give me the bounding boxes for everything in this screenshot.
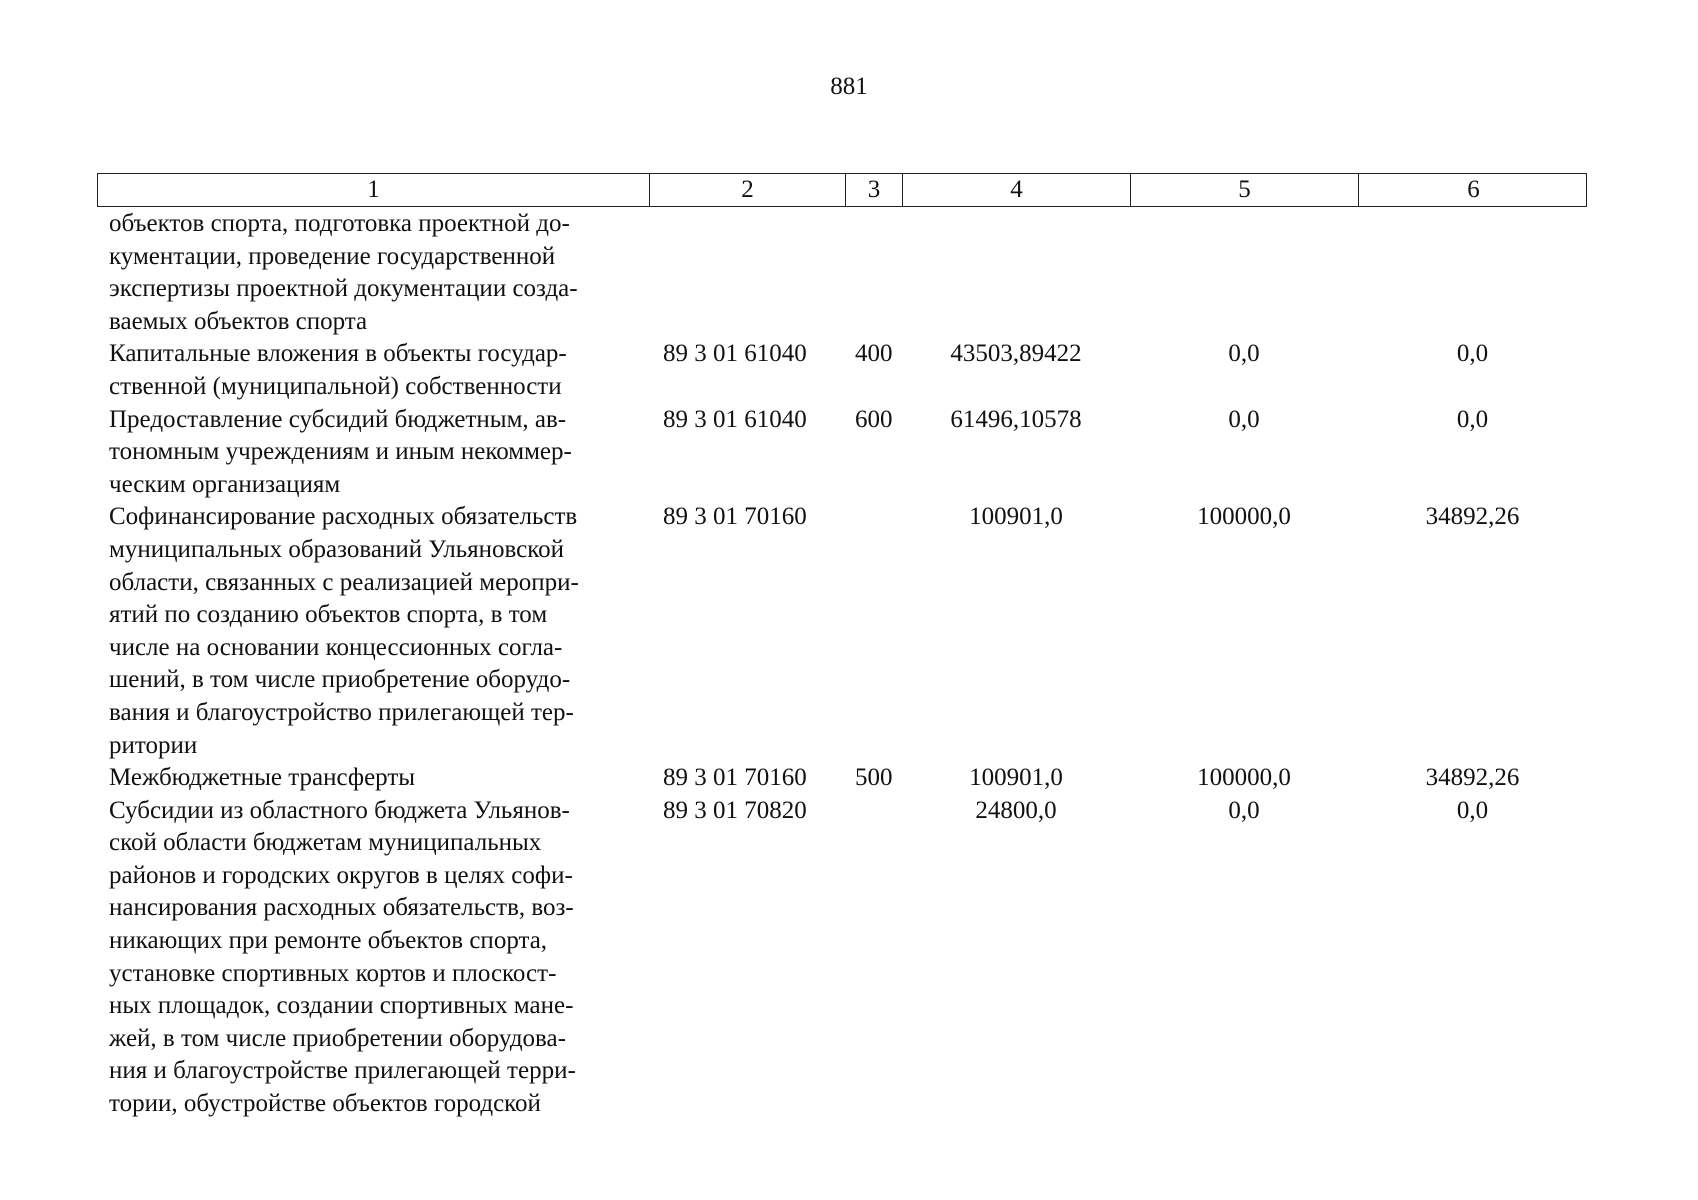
table-row: [97, 501, 1587, 762]
table-row: [97, 762, 1587, 795]
row-value-4: 24800,0: [975, 796, 1057, 824]
row-expense-type: [845, 501, 902, 762]
table-row: [97, 404, 1587, 502]
row-value-6: 0,0: [1456, 340, 1489, 368]
row-code: 89 3 01 61040: [663, 405, 807, 433]
header-col-6: 6: [1467, 176, 1480, 203]
row-value-4: 100901,0: [969, 764, 1063, 792]
row-value-5: 0,0: [1228, 340, 1260, 368]
table-row: [97, 208, 1587, 338]
row-code: 89 3 01 70160: [663, 764, 807, 792]
row-value-6: 34892,26: [1425, 764, 1520, 792]
row-value-6: 0,0: [1456, 405, 1489, 433]
header-col-5: 5: [1131, 174, 1359, 206]
row-value-4: [902, 208, 1130, 338]
row-description: Капитальные вложения в объекты государ- ственной (муниципальной) собственности: [109, 340, 567, 400]
row-value-4: 61496,10578: [950, 405, 1082, 433]
row-value-5: 0,0: [1228, 796, 1260, 824]
table-row: [97, 795, 1587, 1121]
header-col-2: 2: [650, 174, 846, 206]
row-value-4: 100901,0: [969, 503, 1063, 531]
row-description: объектов спорта, подготовка проектной до- кументации, проведение государственной экспертизы проектной документации созда- ваемых объектов спорта: [109, 210, 578, 335]
row-description: Софинансирование расходных обязательств муниципальных образований Ульяновской области, связанных с реализацией меропри- ятий по созданию объектов спорта, в том числе на основании концессионных согла- шений, в том числе приобретение оборудо- вания и благоустройство прилегающей тер- ритории: [109, 503, 579, 759]
row-description: Субсидии из областного бюджета Ульянов- ской области бюджетам муниципальных районов и городских округов в целях софи- нансирования расходных обязательств, воз- никающих при ремонте объектов спорта, установке спортивных кортов и плоскост- ных площадок, создании спортивных мане- жей, в том числе приобретении оборудова- ния и благоустройстве прилегающей терри- тории, обустройстве объектов городской: [109, 796, 576, 1118]
header-col-3: 3: [846, 174, 903, 206]
row-description: Предоставление субсидий бюджетным, ав- тономным учреждениям и иным некоммер- ческим организациям: [109, 405, 572, 498]
row-value-5: 0,0: [1228, 405, 1260, 433]
table-body: [97, 208, 1587, 1121]
row-expense-type: [845, 795, 902, 1121]
row-value-4: 43503,89422: [950, 340, 1082, 368]
row-description: Межбюджетные трансферты: [109, 764, 416, 792]
header-col-4: 4: [903, 174, 1131, 206]
row-code: 89 3 01 61040: [663, 340, 807, 368]
row-value-5: 100000,0: [1197, 764, 1291, 792]
row-value-6: 34892,26: [1425, 503, 1520, 531]
row-value-5: [1130, 208, 1358, 338]
row-code: [649, 208, 845, 338]
row-value-6: 0,0: [1456, 796, 1489, 824]
page-number: 881: [830, 73, 868, 100]
row-expense-type: 400: [855, 340, 893, 368]
row-code: 89 3 01 70820: [663, 796, 807, 824]
header-col-1: 1: [98, 174, 650, 206]
table-row: [97, 338, 1587, 403]
row-value-5: 100000,0: [1197, 503, 1291, 531]
row-expense-type: 500: [855, 764, 893, 792]
row-expense-type: [845, 208, 902, 338]
row-expense-type: 600: [855, 405, 893, 433]
table-header: [97, 173, 1587, 207]
row-value-6: [1358, 208, 1587, 338]
row-code: 89 3 01 70160: [663, 503, 807, 531]
